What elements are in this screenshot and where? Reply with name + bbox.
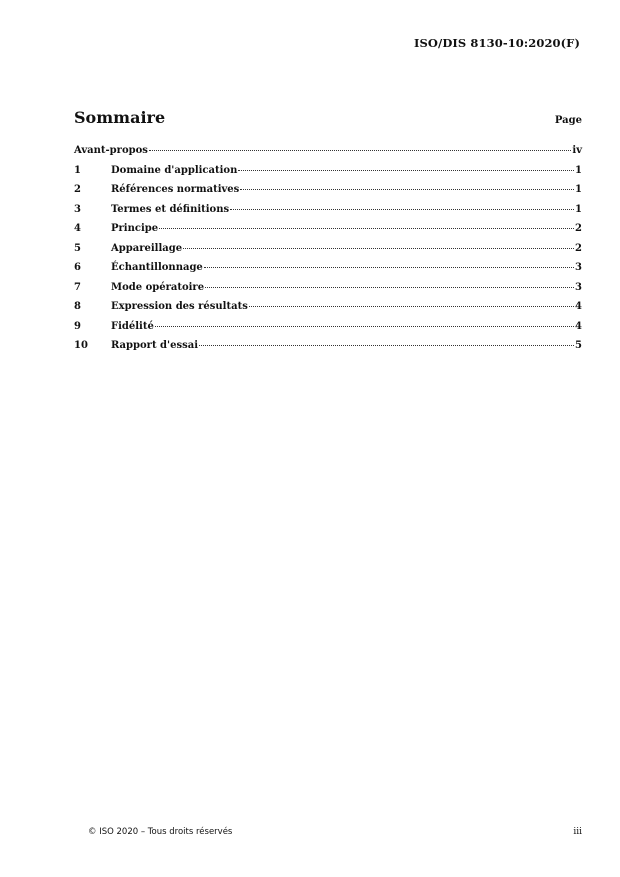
toc-entry-number: 10: [74, 340, 88, 351]
toc-entry-precision[interactable]: [74, 321, 582, 341]
toc-entry-number: 3: [74, 203, 81, 215]
toc-entry-page: 1: [575, 164, 582, 176]
page-footer: [88, 827, 582, 837]
copyright-notice: © ISO 2020 – Tous droits réservés: [88, 827, 233, 837]
toc-dot-leader: [159, 228, 574, 229]
toc-entry-number: 2: [74, 184, 81, 195]
toc-entry-title: Références normatives: [111, 184, 240, 195]
toc-dot-leader: [183, 248, 574, 249]
toc-dot-leader: [230, 209, 574, 210]
toc-entry-number: 1: [74, 164, 81, 176]
toc-entry-sampling[interactable]: [74, 262, 582, 282]
toc-entry-title: Mode opératoire: [111, 281, 205, 293]
toc-title: Sommaire: [74, 108, 166, 127]
toc-entry-page: 4: [575, 301, 582, 312]
toc-entry-page: 4: [575, 320, 582, 332]
toc-entry-scope[interactable]: [74, 165, 582, 185]
toc-entry-number: 4: [74, 223, 81, 234]
toc-entry-number: 8: [74, 301, 81, 312]
page-number: iii: [573, 827, 582, 837]
toc-entry-number: 6: [74, 262, 81, 273]
toc-dot-leader: [155, 326, 574, 327]
toc-entry-foreword[interactable]: [74, 145, 582, 165]
toc-entry-number: 9: [74, 320, 81, 332]
document-reference: ISO/DIS 8130-10:2020(F): [414, 36, 580, 50]
toc-entry-page: 2: [575, 242, 582, 254]
toc-entry-test-report[interactable]: [74, 340, 582, 360]
toc-entry-expression-results[interactable]: [74, 301, 582, 321]
toc-entry-page: 1: [575, 184, 582, 195]
table-of-contents: [74, 145, 582, 360]
toc-entry-number: 5: [74, 242, 81, 254]
toc-dot-leader: [199, 345, 574, 346]
toc-dot-leader: [149, 150, 571, 151]
toc-dot-leader: [238, 170, 574, 171]
toc-entry-title: Expression des résultats: [111, 301, 248, 312]
toc-entry-title: Termes et définitions: [111, 203, 230, 215]
toc-entry-page: iv: [572, 145, 582, 156]
toc-entry-normative-references[interactable]: [74, 184, 582, 204]
toc-entry-page: 2: [575, 223, 582, 234]
toc-entry-title: Avant-propos: [74, 145, 148, 156]
toc-entry-procedure[interactable]: [74, 282, 582, 302]
toc-entry-page: 3: [575, 281, 582, 293]
toc-dot-leader: [249, 306, 574, 307]
toc-entry-number: 7: [74, 281, 81, 293]
toc-entry-title: Principe: [111, 223, 159, 234]
toc-entry-principle[interactable]: [74, 223, 582, 243]
toc-entry-title: Domaine d'application: [111, 164, 238, 176]
toc-dot-leader: [240, 189, 574, 190]
toc-entry-terms-definitions[interactable]: [74, 204, 582, 224]
toc-entry-title: Rapport d'essai: [111, 340, 198, 351]
toc-entry-page: 1: [575, 203, 582, 215]
toc-heading: [74, 108, 582, 127]
toc-entry-title: Échantillonnage: [111, 262, 203, 273]
toc-dot-leader: [204, 267, 574, 268]
toc-entry-page: 3: [575, 262, 582, 273]
toc-dot-leader: [205, 287, 574, 288]
toc-entry-page: 5: [575, 340, 582, 351]
toc-entry-title: Appareillage: [111, 242, 183, 254]
toc-entry-apparatus[interactable]: [74, 243, 582, 263]
toc-entry-title: Fidélité: [111, 320, 154, 332]
toc-page-label: Page: [554, 115, 582, 126]
